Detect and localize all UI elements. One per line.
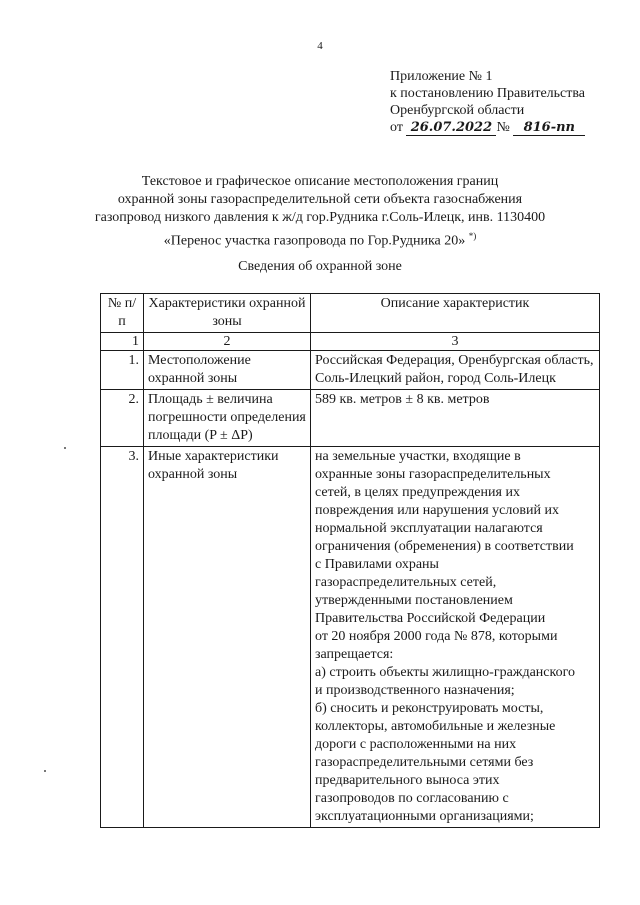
row-num: 2.	[101, 390, 144, 447]
header-characteristic: Характеристики охранной зоны	[144, 294, 311, 333]
number-value: 816-пп	[513, 121, 585, 136]
table-header-row	[101, 294, 600, 333]
number-prefix: №	[496, 120, 510, 135]
description-line: а) строить объекты жилищно-гражданского	[315, 665, 575, 680]
title-line-4-text: «Перенос участка газопровода по Гор.Рудника 20»	[163, 233, 466, 249]
footnote-mark: *)	[468, 231, 477, 241]
description-line: охранные зоны газораспределительных	[315, 467, 551, 482]
description-line: коллекторы, автомобильные и железные	[315, 719, 556, 734]
description-line: с Правилами охраны	[315, 557, 439, 572]
column-index-row	[101, 333, 600, 351]
description-line: нормальной эксплуатации налагаются	[315, 521, 543, 536]
appendix-block	[390, 68, 585, 136]
appendix-title: Приложение № 1	[390, 69, 493, 84]
title-line-3: газопровод низкого давления к ж/д гор.Рудника г.Соль-Илецк, инв. 1130400	[94, 210, 546, 225]
document-title	[0, 173, 640, 251]
row-description: Российская Федерация, Оренбургская область, Соль-Илецкий район, город Соль-Илецк	[311, 351, 600, 390]
header-num: № п/п	[101, 294, 144, 333]
page-number: 4	[317, 40, 323, 52]
date-value: 26.07.2022	[406, 121, 496, 136]
description-line: дороги с расположенными на них	[315, 737, 517, 752]
description-line: на земельные участки, входящие в	[315, 449, 521, 464]
description-line: Правительства Российской Федерации	[315, 611, 546, 626]
description-line: газораспределительных сетей,	[315, 575, 497, 590]
title-line-1: Текстовое и графическое описание местоположения границ	[141, 174, 499, 189]
description-line: газопроводов по согласованию с	[315, 791, 509, 806]
index-cell-1: 1	[101, 333, 144, 351]
row-characteristic: Площадь ± величина погрешности определения площади (P ± ΔP)	[144, 390, 311, 447]
row-num: 1.	[101, 351, 144, 390]
row-description: 589 кв. метров ± 8 кв. метров	[311, 390, 600, 447]
description-line: газораспределительными сетями без	[315, 755, 534, 770]
description-line: предварительного выноса этих	[315, 773, 500, 788]
table-row	[101, 351, 600, 390]
description-line: от 20 ноября 2000 года № 878, которыми	[315, 629, 558, 644]
index-cell-3: 3	[311, 333, 600, 351]
index-cell-2: 2	[144, 333, 311, 351]
description-line: утвержденными постановлением	[315, 593, 513, 608]
row-num: 3.	[101, 447, 144, 828]
row-characteristic: Местоположение охранной зоны	[144, 351, 311, 390]
appendix-date-line	[390, 119, 585, 136]
table-row	[101, 447, 600, 828]
title-line-2: охранной зоны газораспределительной сети объекта газоснабжения	[117, 192, 523, 207]
date-prefix: от	[390, 120, 403, 135]
description-line: запрещается:	[315, 647, 394, 662]
appendix-resolution: к постановлению Правительства	[390, 86, 586, 101]
row-characteristic: Иные характеристики охранной зоны	[144, 447, 311, 828]
description-line: повреждения или нарушения условий их	[315, 503, 559, 518]
scan-speck	[44, 770, 46, 772]
description-line: ограничения (обременения) в соответствии	[315, 539, 574, 554]
row-description	[311, 447, 600, 828]
header-description: Описание характеристик	[311, 294, 600, 333]
table-row	[101, 390, 600, 447]
appendix-region: Оренбургской области	[390, 103, 525, 118]
scan-speck	[64, 447, 66, 449]
protection-zone-table	[100, 293, 600, 828]
description-line: и производственного назначения;	[315, 683, 515, 698]
title-line-4	[0, 227, 640, 251]
description-line: эксплуатационными организациями;	[315, 809, 534, 824]
description-line: сетей, в целях предупреждения их	[315, 485, 520, 500]
section-heading: Сведения об охранной зоне	[238, 259, 402, 274]
description-line: б) сносить и реконструировать мосты,	[315, 701, 544, 716]
